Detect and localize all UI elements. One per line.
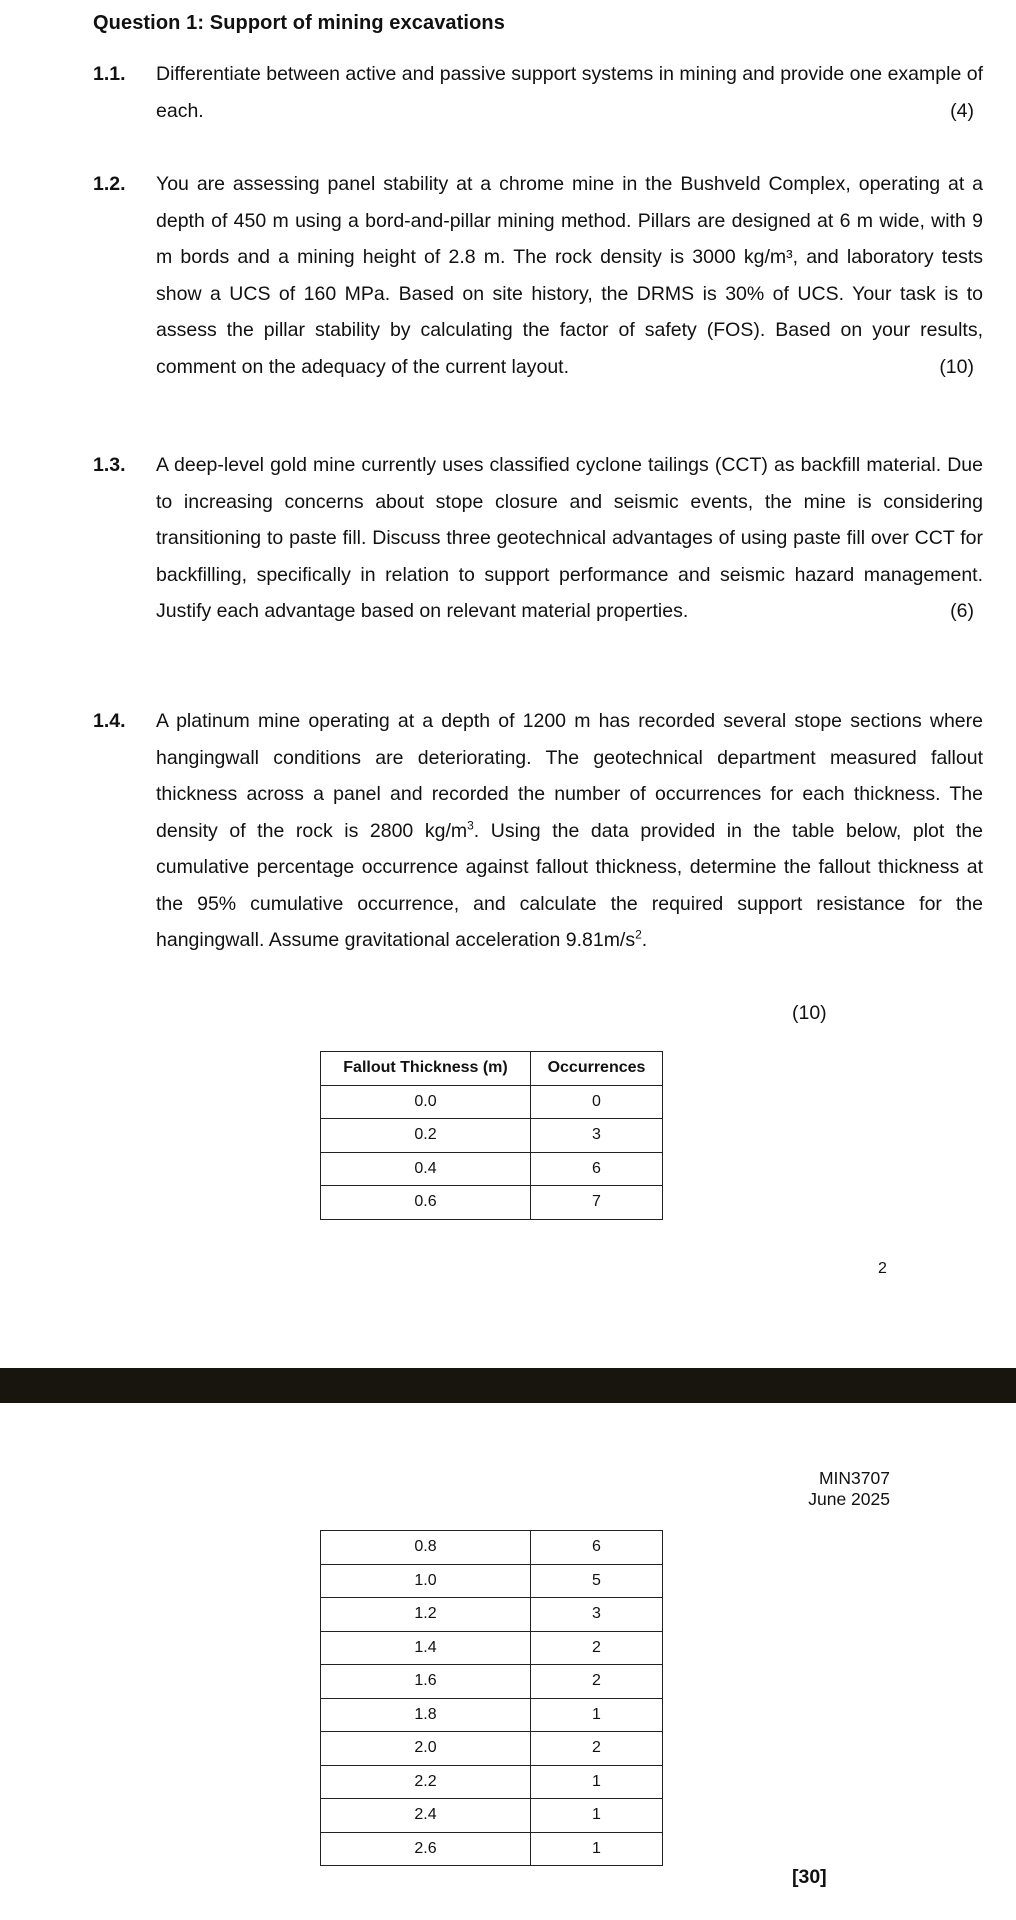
page-break-divider [0,1368,1016,1403]
question-number: 1.1. [93,63,126,85]
column-header: Fallout Thickness (m) [321,1052,531,1086]
table-row [321,1085,663,1119]
table-cell: 2 [531,1732,663,1766]
table-header-row [321,1052,663,1086]
question-text [156,703,983,959]
question-marks: (6) [950,600,974,622]
table-cell: 6 [531,1531,663,1565]
page-header [808,1468,890,1510]
total-marks: [30] [792,1866,827,1888]
table-row [321,1698,663,1732]
table-cell: 2.4 [321,1799,531,1833]
table-cell: 2 [531,1665,663,1699]
table-cell: 5 [531,1564,663,1598]
question-heading: Question 1: Support of mining excavations [93,12,505,34]
question-text [156,56,983,129]
table-cell: 6 [531,1152,663,1186]
table-cell: 1.0 [321,1564,531,1598]
table-row [321,1186,663,1220]
table-cell: 2 [531,1631,663,1665]
table-row [321,1799,663,1833]
table-cell: 2.0 [321,1732,531,1766]
table-cell: 7 [531,1186,663,1220]
fallout-table-part2 [320,1530,663,1866]
table-cell: 0 [531,1085,663,1119]
table-cell: 0.2 [321,1119,531,1153]
table-row [321,1564,663,1598]
table-cell: 1 [531,1832,663,1866]
table-row [321,1152,663,1186]
question-1-4-text-part2: . Using the data provided in the table below, plot the cumulative percentage occurrence against fallout thickness, determine the fallout thickness at the 95% cumulative occurrence, and calculate the required support resistance for the hangingwall. Assume gravitational acceleration 9.81m/s [156,819,983,951]
question-1-1-text: Differentiate between active and passive support systems in mining and provide one example of each. [156,63,983,122]
fallout-table-part1 [320,1051,663,1220]
question-number: 1.3. [93,454,126,476]
table-row [321,1765,663,1799]
table-cell: 3 [531,1598,663,1632]
table-cell: 1.4 [321,1631,531,1665]
table-cell: 0.4 [321,1152,531,1186]
exam-date: June 2025 [808,1489,890,1509]
table-cell: 1 [531,1765,663,1799]
column-header: Occurrences [531,1052,663,1086]
superscript: 2 [635,927,642,942]
table-row [321,1119,663,1153]
table-cell: 0.0 [321,1085,531,1119]
course-code: MIN3707 [818,1468,890,1488]
question-1-4-text-part3: . [641,929,648,951]
question-number: 1.4. [93,710,126,732]
table-cell: 3 [531,1119,663,1153]
table-cell: 2.6 [321,1832,531,1866]
table-cell: 1 [531,1698,663,1732]
table-row [321,1531,663,1565]
table-row [321,1665,663,1699]
question-number: 1.2. [93,173,126,195]
table-cell: 1.6 [321,1665,531,1699]
table-cell: 2.2 [321,1765,531,1799]
question-1-4-marks: (10) [792,1002,827,1024]
table-cell: 1 [531,1799,663,1833]
superscript: 3 [467,818,474,832]
table-cell: 1.8 [321,1698,531,1732]
question-marks: (4) [950,99,974,122]
table-cell: 0.8 [321,1531,531,1565]
question-marks: (10) [939,355,974,378]
table-row [321,1832,663,1866]
table-row [321,1598,663,1632]
question-text [156,447,983,630]
page-number: 2 [878,1260,887,1277]
question-1-2-text: You are assessing panel stability at a chrome mine in the Bushveld Complex, operating at a depth of 450 m using a bord-and-pillar mining method. Pillars are designed at 6 m wide, with 9 m bords and a mining height of 2.8 m. The rock density is 3000 kg/m³, and laboratory tests show a UCS of 160 MPa. Based on site history, the DRMS is 30% of UCS. Your task is to assess the pillar stability by calculating the factor of safety (FOS). Based on your results, comment on the adequacy of the current layout. [156,173,983,378]
question-text [156,166,983,385]
question-1-4-text-part1: A platinum mine operating at a depth of 1200 m has recorded several stope sections where hangingwall conditions are deteriorating. The geotechnical department measured fallout thickness across a panel and recorded the number of occurrences for each thickness. The density of the rock is 2800 kg/m [156,710,983,842]
table-row [321,1631,663,1665]
table-row [321,1732,663,1766]
table-cell: 0.6 [321,1186,531,1220]
question-1-3-text: A deep-level gold mine currently uses classified cyclone tailings (CCT) as backfill material. Due to increasing concerns about stope closure and seismic events, the mine is considering transitioning to paste fill. Discuss three geotechnical advantages of using paste fill over CCT for backfilling, specifically in relation to support performance and seismic hazard management. Justify each advantage based on relevant material properties. [156,454,983,622]
table-cell: 1.2 [321,1598,531,1632]
